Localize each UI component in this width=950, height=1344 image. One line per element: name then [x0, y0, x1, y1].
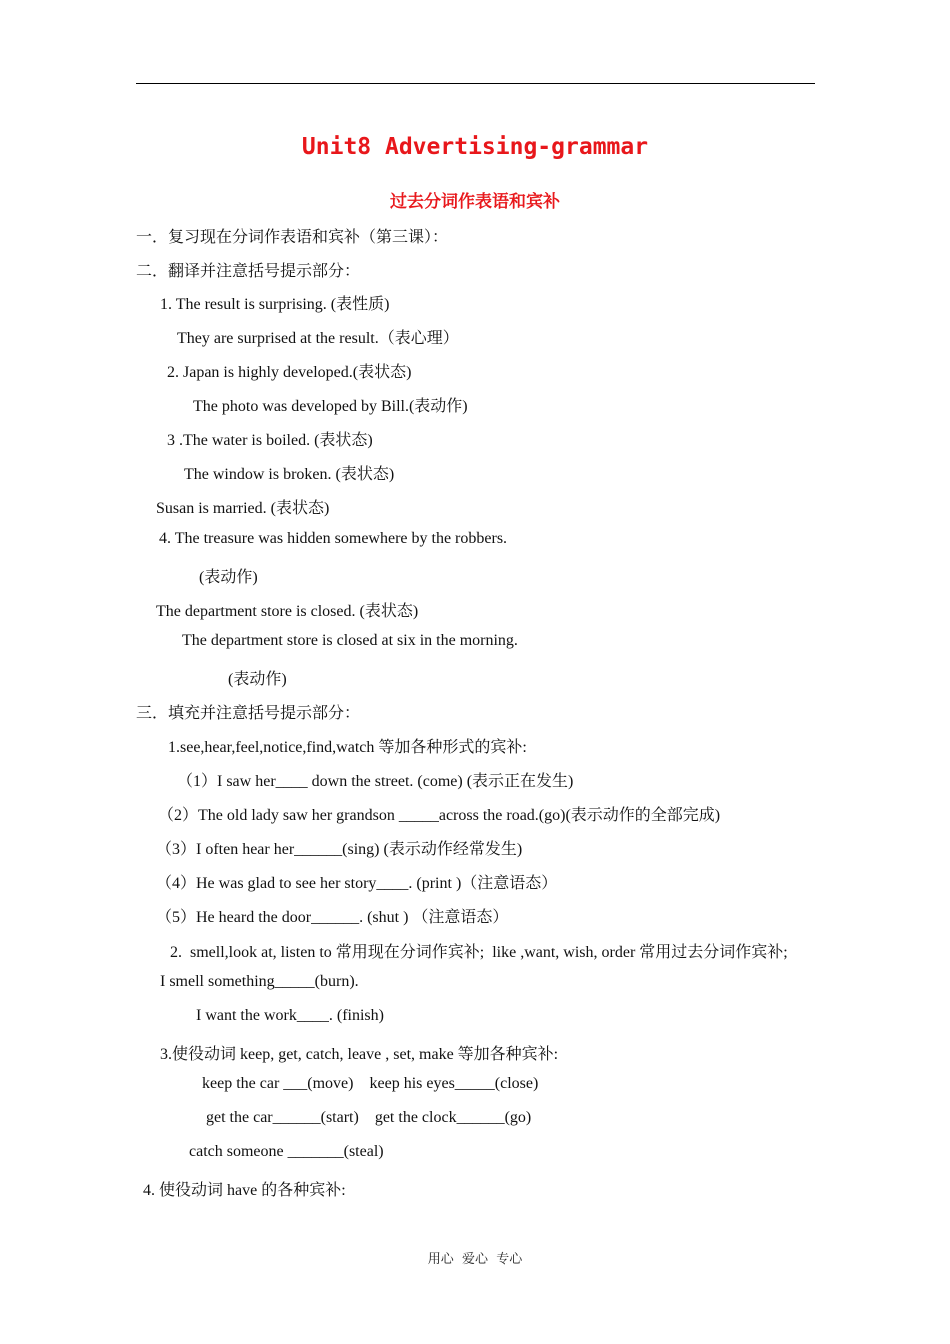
- text-line: 4. The treasure was hidden somewhere by the robbers.: [159, 530, 508, 547]
- section-heading-translate: 二．翻译并注意括号提示部分：: [136, 263, 361, 280]
- text-line: (表动作): [199, 569, 258, 586]
- exercise-item: I smell something_____(burn).: [160, 973, 359, 990]
- exercise-item: （3）I often hear her______(sing) (表示动作经常发生): [156, 841, 523, 858]
- text-line: 1.see,hear,feel,notice,find,watch 等加各种形式的宾补:: [168, 739, 527, 756]
- header-rule: [136, 83, 815, 84]
- text-line: They are surprised at the result.（表心理）: [177, 330, 459, 347]
- text-line: 3 .The water is boiled. (表状态): [167, 432, 373, 449]
- text-line: 1. The result is surprising. (表性质): [160, 296, 390, 313]
- text-line: The photo was developed by Bill.(表动作): [193, 398, 468, 415]
- exercise-item: （1）I saw her____ down the street. (come) (表示正在发生): [177, 773, 574, 790]
- text-line: 4. 使役动词 have 的各种宾补:: [143, 1182, 346, 1199]
- page-footer: 用心 爱心 专心: [427, 1252, 523, 1267]
- exercise-item: get the car______(start) get the clock______(go): [206, 1109, 532, 1126]
- exercise-item: keep the car ___(move) keep his eyes_____(close): [202, 1075, 539, 1092]
- section-heading-fill: 三．填充并注意括号提示部分：: [136, 705, 361, 722]
- text-line: 2. smell,look at, listen to 常用现在分词作宾补; like ,want, wish, order 常用过去分词作宾补;: [170, 944, 788, 961]
- page-subtitle: 过去分词作表语和宾补: [390, 192, 560, 212]
- text-line: (表动作): [228, 671, 287, 688]
- exercise-item: （2）The old lady saw her grandson _____across the road.(go)(表示动作的全部完成): [158, 807, 721, 824]
- exercise-item: I want the work____. (finish): [196, 1007, 384, 1024]
- text-line: 3.使役动词 keep, get, catch, leave , set, make 等加各种宾补:: [160, 1046, 559, 1063]
- section-heading-review: 一．复习现在分词作表语和宾补（第三课）：: [136, 229, 449, 246]
- text-line: 2. Japan is highly developed.(表状态): [167, 364, 412, 381]
- exercise-item: （5）He heard the door______. (shut ) （注意语态）: [156, 909, 509, 926]
- text-line: The department store is closed at six in the morning.: [182, 632, 518, 649]
- text-line: Susan is married. (表状态): [156, 500, 330, 517]
- exercise-item: （4）He was glad to see her story____. (print )（注意语态）: [156, 875, 558, 892]
- page-title: Unit8 Advertising-grammar: [301, 134, 649, 160]
- text-line: The window is broken. (表状态): [184, 466, 395, 483]
- exercise-item: catch someone _______(steal): [189, 1143, 384, 1160]
- text-line: The department store is closed. (表状态): [156, 603, 419, 620]
